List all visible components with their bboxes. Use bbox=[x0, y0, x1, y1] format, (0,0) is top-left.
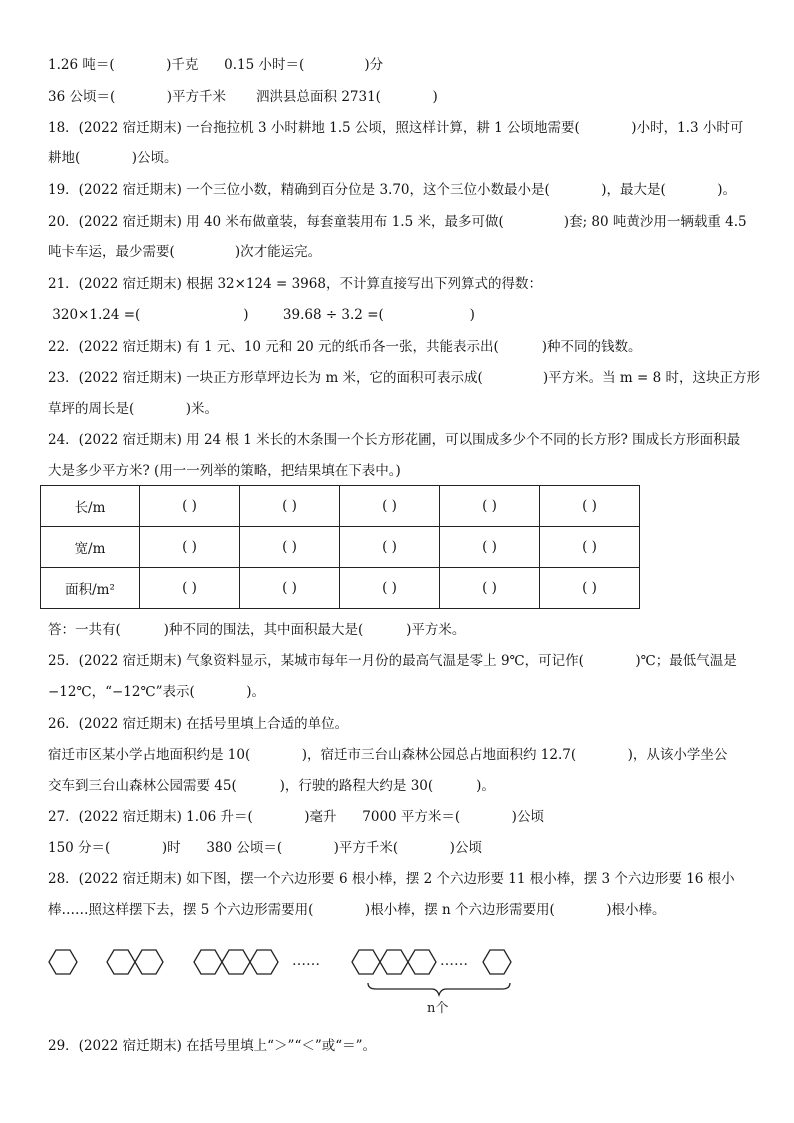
q21-line-1: 21．(2022 宿迁期末) 根据 32×124 = 3968，不计算直接写出下列算式的得数： bbox=[48, 276, 542, 292]
q24-answer-table bbox=[40, 485, 640, 609]
q24-line-2: 大是多少平方米? (用一一列举的策略，把结果填在下表中。) bbox=[48, 463, 401, 479]
table-cell-blank: ( ) bbox=[540, 486, 640, 527]
row-header-width: 宽/m bbox=[41, 527, 140, 568]
table-cell-blank: ( ) bbox=[440, 527, 540, 568]
brace-icon bbox=[368, 983, 510, 995]
q18-line-1: 18．(2022 宿迁期末) 一台拖拉机 3 小时耕地 1.5 公顷，照这样计算，耕 1 公顷地需要( )小时，1.3 小时可 bbox=[48, 120, 744, 136]
hexagon-row-n bbox=[352, 950, 511, 974]
q26-line-1: 26．(2022 宿迁期末) 在括号里填上合适的单位。 bbox=[48, 716, 349, 732]
q22-line: 22．(2022 宿迁期末) 有 1 元、10 元和 20 元的纸币各一张，共能表示出( )种不同的钱数。 bbox=[48, 339, 642, 355]
q26-line-2: 宿迁市区某小学占地面积约是 10( )，宿迁市三台山森林公园总占地面积约 12.7( )，从该小学坐公 bbox=[48, 747, 728, 763]
q24-answer-line: 答：一共有( )种不同的围法，其中面积最大是( )平方米。 bbox=[48, 622, 466, 638]
n-count-label: n个 bbox=[427, 1001, 449, 1016]
q21-line-2: 320×1.24 =( ) 39.68 ÷ 3.2 =( ) bbox=[48, 307, 475, 323]
table-cell-blank: ( ) bbox=[140, 486, 240, 527]
table-cell-blank: ( ) bbox=[240, 527, 340, 568]
row-header-area: 面积/m² bbox=[41, 568, 140, 609]
q25-line-2: −12℃，“−12℃”表示( )。 bbox=[48, 684, 266, 700]
q26-line-3: 交车到三台山森林公园需要 45( )，行驶的路程大约是 30( )。 bbox=[48, 778, 495, 794]
table-row bbox=[41, 527, 640, 568]
table-cell-blank: ( ) bbox=[440, 486, 540, 527]
q27-line-1: 27．(2022 宿迁期末) 1.06 升＝( )毫升 7000 平方米＝( )公顷 bbox=[48, 809, 544, 825]
table-cell-blank: ( ) bbox=[240, 486, 340, 527]
hexagon-triple bbox=[194, 950, 278, 974]
table-cell-blank: ( ) bbox=[140, 527, 240, 568]
hexagon-pair bbox=[107, 950, 163, 974]
table-cell-blank: ( ) bbox=[540, 527, 640, 568]
hexagon-pattern-figure bbox=[40, 935, 540, 1020]
ellipsis-2: …… bbox=[440, 953, 468, 969]
q23-line-1: 23．(2022 宿迁期末) 一块正方形草坪边长为 m 米，它的面积可表示成( )平方米。当 m = 8 时，这块正方形 bbox=[48, 370, 761, 386]
ellipsis-1: …… bbox=[292, 953, 320, 969]
table-cell-blank: ( ) bbox=[340, 568, 440, 609]
table-cell-blank: ( ) bbox=[340, 486, 440, 527]
q25-line-1: 25．(2022 宿迁期末) 气象资料显示，某城市每年一月份的最高气温是零上 9℃，可记作( )℃；最低气温是 bbox=[48, 653, 737, 669]
row-header-length: 长/m bbox=[41, 486, 140, 527]
q28-line-1: 28．(2022 宿迁期末) 如下图，摆一个六边形要 6 根小棒，摆 2 个六边形要 11 根小棒，摆 3 个六边形要 16 根小 bbox=[48, 871, 735, 887]
q17-line-1: 1.26 吨＝( )千克 0.15 小时＝( )分 bbox=[48, 57, 384, 73]
table-cell-blank: ( ) bbox=[340, 527, 440, 568]
q19-line: 19．(2022 宿迁期末) 一个三位小数，精确到百分位是 3.70，这个三位小数最小是( )，最大是( )。 bbox=[48, 182, 737, 198]
q18-line-2: 耕地( )公顷。 bbox=[48, 150, 178, 166]
q23-line-2: 草坪的周长是( )米。 bbox=[48, 401, 219, 417]
q20-line-1: 20．(2022 宿迁期末) 用 40 米布做童装，每套童装用布 1.5 米，最多可做( )套; 80 吨黄沙用一辆载重 4.5 bbox=[48, 214, 747, 230]
table-row bbox=[41, 486, 640, 527]
table-cell-blank: ( ) bbox=[440, 568, 540, 609]
q27-line-2: 150 分＝( )时 380 公顷＝( )平方千米( )公顷 bbox=[48, 840, 482, 856]
table-cell-blank: ( ) bbox=[540, 568, 640, 609]
hexagon-icon bbox=[49, 950, 77, 974]
table-row bbox=[41, 568, 640, 609]
q17-line-2: 36 公顷＝( )平方千米 泗洪县总面积 2731( ) bbox=[48, 89, 438, 105]
q29-line: 29．(2022 宿迁期末) 在括号里填上“＞”“＜”或“＝”。 bbox=[48, 1038, 377, 1054]
table-cell-blank: ( ) bbox=[140, 568, 240, 609]
q28-line-2: 棒……照这样摆下去，摆 5 个六边形需要用( )根小棒，摆 n 个六边形需要用( )根小棒。 bbox=[48, 902, 666, 918]
q20-line-2: 吨卡车运，最少需要( )次才能运完。 bbox=[48, 244, 322, 260]
q24-line-1: 24．(2022 宿迁期末) 用 24 根 1 米长的木条围一个长方形花圃，可以围成多少个不同的长方形? 围成长方形面积最 bbox=[48, 432, 741, 448]
table-cell-blank: ( ) bbox=[240, 568, 340, 609]
